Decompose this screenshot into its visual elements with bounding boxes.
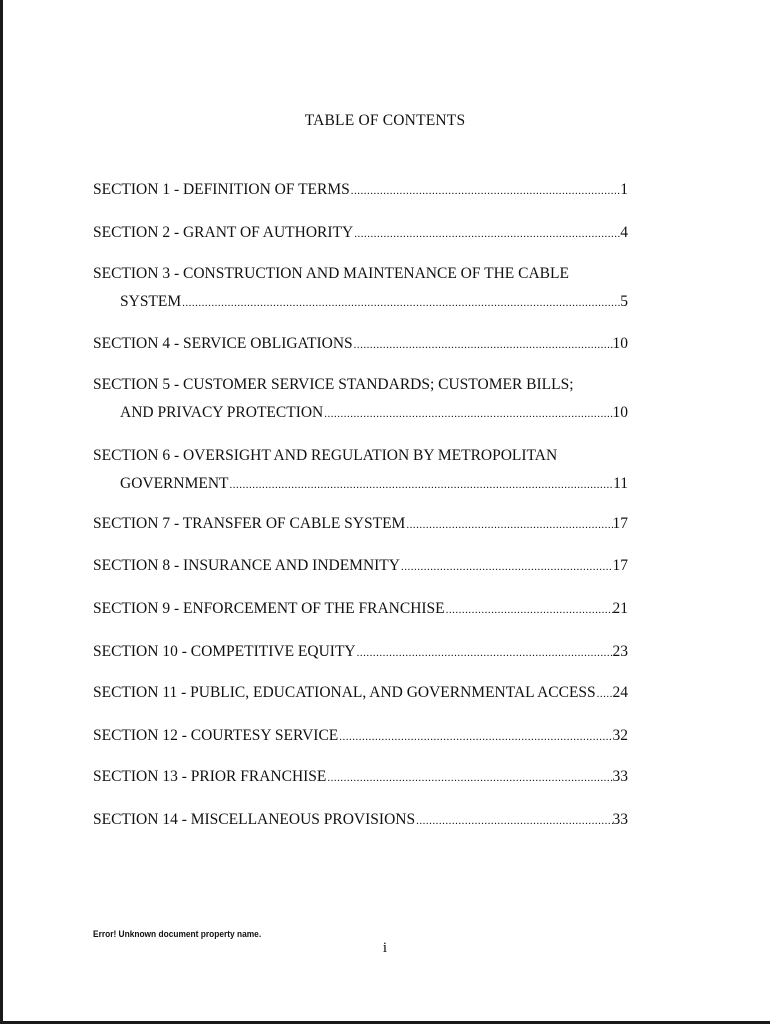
toc-line-first bbox=[93, 447, 628, 465]
toc-entry-title: SECTION 12 - COURTESY SERVICE bbox=[93, 727, 339, 744]
toc-entry-page: 21 bbox=[612, 600, 628, 617]
toc-line bbox=[93, 811, 628, 830]
toc-line bbox=[93, 684, 628, 703]
toc-entry-section-6 bbox=[93, 447, 628, 494]
page-number: i bbox=[382, 940, 388, 956]
toc-entry-page: 17 bbox=[612, 557, 628, 574]
toc-dot-leader bbox=[181, 294, 620, 312]
toc-entry-title: SECTION 11 - PUBLIC, EDUCATIONAL, AND GOVERNMENTAL ACCESS bbox=[93, 684, 596, 701]
toc-entry-page: 33 bbox=[612, 811, 628, 828]
page-title: TABLE OF CONTENTS bbox=[304, 112, 466, 129]
toc-entry-title: SECTION 7 - TRANSFER OF CABLE SYSTEM bbox=[93, 515, 406, 532]
toc-entry-section-4 bbox=[93, 335, 628, 354]
toc-entry-section-14 bbox=[93, 811, 628, 830]
toc-entry-section-9 bbox=[93, 600, 628, 619]
toc-dot-leader bbox=[356, 644, 613, 662]
toc-entry-section-7 bbox=[93, 515, 628, 534]
toc-line bbox=[93, 335, 628, 354]
toc-line-first bbox=[93, 376, 628, 394]
toc-dot-leader bbox=[405, 516, 612, 534]
toc-entry-section-3 bbox=[93, 265, 628, 312]
toc-entry-page: 23 bbox=[612, 643, 628, 660]
toc-entry-title: SECTION 3 - CONSTRUCTION AND MAINTENANCE OF THE CABLE bbox=[93, 265, 569, 282]
toc-entry-section-8 bbox=[93, 557, 628, 576]
toc-dot-leader bbox=[400, 558, 613, 576]
toc-dot-leader bbox=[229, 476, 614, 494]
toc-entry-title-continuation: GOVERNMENT bbox=[120, 475, 229, 492]
toc-dot-leader bbox=[415, 812, 612, 830]
toc-dot-leader bbox=[353, 336, 613, 354]
toc-entry-page: 1 bbox=[620, 181, 628, 198]
toc-entry-title: SECTION 14 - MISCELLANEOUS PROVISIONS bbox=[93, 811, 416, 828]
toc-line bbox=[93, 224, 628, 243]
toc-dot-leader bbox=[350, 182, 620, 200]
toc-entry-title: SECTION 8 - INSURANCE AND INDEMNITY bbox=[93, 557, 400, 574]
toc-entry-section-12 bbox=[93, 727, 628, 746]
toc-entry-section-5 bbox=[93, 376, 628, 423]
toc-line-continuation bbox=[93, 404, 628, 423]
toc-entry-title-continuation: SYSTEM bbox=[120, 293, 182, 310]
toc-dot-leader bbox=[353, 225, 620, 243]
toc-entry-section-1 bbox=[93, 181, 628, 200]
toc-entry-page: 5 bbox=[620, 293, 628, 310]
toc-entry-section-11 bbox=[93, 684, 628, 703]
toc-entry-title: SECTION 5 - CUSTOMER SERVICE STANDARDS; CUSTOMER BILLS; bbox=[93, 376, 574, 393]
toc-entry-section-13 bbox=[93, 768, 628, 787]
toc-entry-title: SECTION 4 - SERVICE OBLIGATIONS bbox=[93, 335, 353, 352]
toc-entry-title: SECTION 6 - OVERSIGHT AND REGULATION BY METROPOLITAN bbox=[93, 447, 558, 464]
toc-dot-leader bbox=[323, 405, 612, 423]
toc-dot-leader bbox=[326, 769, 612, 787]
toc-entry-title: SECTION 9 - ENFORCEMENT OF THE FRANCHISE bbox=[93, 600, 445, 617]
toc-entry-title-continuation: AND PRIVACY PROTECTION bbox=[120, 404, 324, 421]
toc-line-continuation bbox=[93, 293, 628, 312]
toc-entry-title: SECTION 13 - PRIOR FRANCHISE bbox=[93, 768, 327, 785]
toc-entry-title: SECTION 2 - GRANT OF AUTHORITY bbox=[93, 224, 354, 241]
toc-line bbox=[93, 643, 628, 662]
toc-line bbox=[93, 557, 628, 576]
toc-entry-page: 11 bbox=[613, 475, 628, 492]
toc-entry-page: 32 bbox=[612, 727, 628, 744]
toc-line bbox=[93, 768, 628, 787]
toc-line bbox=[93, 600, 628, 619]
toc-entry-page: 4 bbox=[620, 224, 628, 241]
toc-line bbox=[93, 515, 628, 534]
toc-entry-page: 17 bbox=[612, 515, 628, 532]
toc-entry-section-10 bbox=[93, 643, 628, 662]
toc-entry-title: SECTION 10 - COMPETITIVE EQUITY bbox=[93, 643, 356, 660]
toc-entry-page: 24 bbox=[612, 684, 628, 701]
toc-entry-section-2 bbox=[93, 224, 628, 243]
toc-dot-leader bbox=[596, 685, 613, 703]
toc-line bbox=[93, 181, 628, 200]
toc-line bbox=[93, 727, 628, 746]
toc-line-continuation bbox=[93, 475, 628, 494]
toc-entry-page: 10 bbox=[612, 335, 628, 352]
footer-field-error-note: Error! Unknown document property name. bbox=[93, 929, 262, 940]
toc-dot-leader bbox=[445, 601, 613, 619]
toc-entry-title: SECTION 1 - DEFINITION OF TERMS bbox=[93, 181, 350, 198]
page-left-border bbox=[0, 0, 3, 1024]
toc-line-first bbox=[93, 265, 628, 283]
toc-dot-leader bbox=[338, 728, 612, 746]
toc-entry-page: 33 bbox=[612, 768, 628, 785]
toc-entry-page: 10 bbox=[612, 404, 628, 421]
